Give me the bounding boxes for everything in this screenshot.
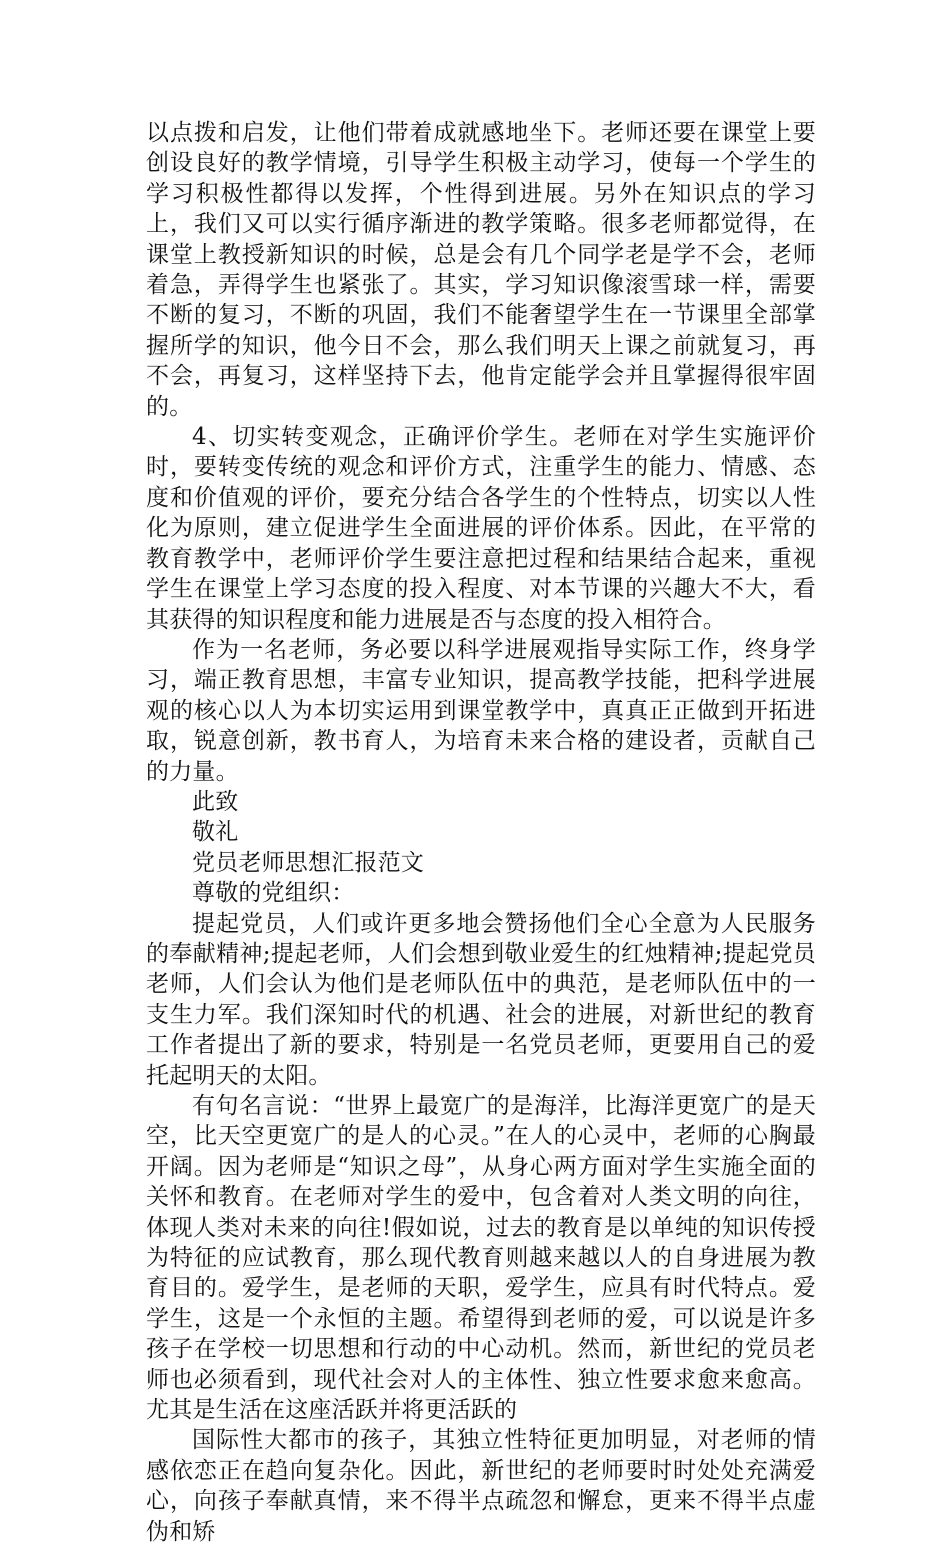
closing-salutation: 此致 — [192, 788, 239, 815]
paragraph-conclusion: 作为一名老师，务必要以科学进展观指导实际工作，终身学习，端正教育思想，丰富专业知识，提高教学技能，把科学进展观的核心以人为本切实运用到课堂教学中，真真正正做到开拓进取，锐意创新，教书育人，为培育未来合格的建设者，贡献自己的力量。 — [146, 636, 816, 785]
paragraph-metropolis: 国际性大都市的孩子，其独立性特征更加明显，对老师的情感依恋正在趋向复杂化。因此，新世纪的老师要时时处处充满爱心，向孩子奉献真情，来不得半点疏忽和懈怠，更来不得半点虚伪和矫 — [146, 1427, 816, 1545]
closing-regards: 敬礼 — [192, 819, 239, 846]
letter-greeting: 尊敬的党组织： — [192, 880, 355, 907]
paragraph-guidance: 以点拨和启发，让他们带着成就感地坐下。老师还要在课堂上要创设良好的教学情境，引导学生积极主动学习，使每一个学生的学习积极性都得以发挥，个性得到进展。另外在知识点的学习上，我们又可以实行循序渐进的教学策略。很多老师都觉得，在课堂上教授新知识的时候，总是会有几个同学老是学不会，老师着急，弄得学生也紧张了。其实，学习知识像滚雪球一样，需要不断的复习，不断的巩固，我们不能奢望学生在一节课里全部掌握所学的知识，他今日不会，那么我们明天上课之前就复习，再不会，再复习，这样坚持下去，他肯定能学会并且掌握得很牢固的。 — [146, 120, 816, 420]
section-title: 党员老师思想汇报范文 — [192, 849, 424, 876]
paragraph-party-member: 提起党员，人们或许更多地会赞扬他们全心全意为人民服务的奉献精神;提起老师，人们会想到敬业爱生的红烛精神;提起党员老师，人们会认为他们是老师队伍中的典范，是老师队伍中的一支生力军。我们深知时代的机遇、社会的进展，对新世纪的教育工作者提出了新的要求，特别是一名党员老师，更要用自己的爱托起明天的太阳。 — [146, 910, 816, 1089]
paragraph-evaluation: 4、切实转变观念，正确评价学生。老师在对学生实施评价时，要转变传统的观念和评价方式，注重学生的能力、情感、态度和价值观的评价，要充分结合各学生的个性特点，切实以人性化为原则，建立促进学生全面进展的评价体系。因此，在平常的教育教学中，老师评价学生要注意把过程和结果结合起来，重视学生在课堂上学习态度的投入程度、对本节课的兴趣大不大，看其获得的知识程度和能力进展是否与态度的投入相符合。 — [146, 424, 816, 633]
document-body — [146, 118, 816, 1547]
paragraph-quote: 有句名言说：“世界上最宽广的是海洋，比海洋更宽广的是天空，比天空更宽广的是人的心灵。”在人的心灵中，老师的心胸最开阔。因为老师是“知识之母”，从身心两方面对学生实施全面的关怀和教育。在老师对学生的爱中，包含着对人类文明的向往，体现人类对未来的向往!假如说，过去的教育是以单纯的知识传授为特征的应试教育，那么现代教育则越来越以人的自身进展为教育目的。爱学生，是老师的天职，爱学生，应具有时代特点。爱学生，这是一个永恒的主题。希望得到老师的爱，可以说是许多孩子在学校一切思想和行动的中心动机。然而，新世纪的党员老师也必须看到，现代社会对人的主体性、独立性要求愈来愈高。尤其是生活在这座活跃并将更活跃的 — [146, 1093, 816, 1424]
